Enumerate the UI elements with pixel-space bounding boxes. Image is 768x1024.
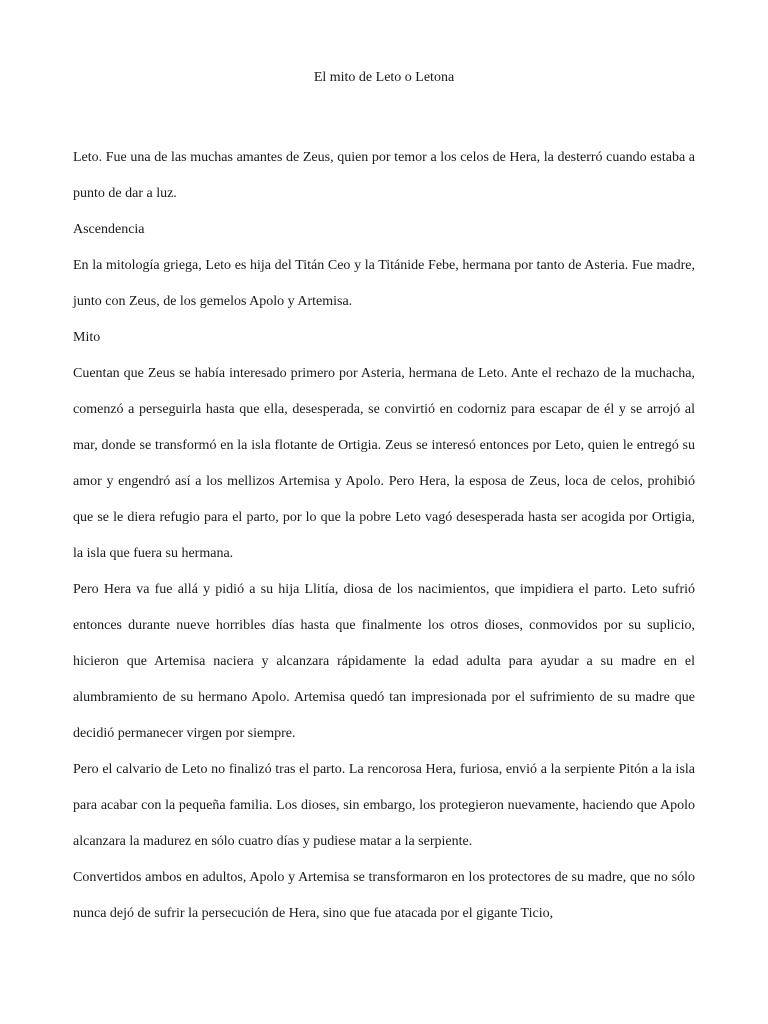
document-body	[73, 140, 695, 932]
section-heading-ascendencia: Ascendencia	[73, 222, 145, 237]
paragraph-mito-3: Pero el calvario de Leto no finalizó tras el parto. La rencorosa Hera, furiosa, envió a la serpiente Pitón a la isla para acabar con la pequeña familia. Los dioses, sin embargo, los protegieron nuevamente, haciendo que Apolo alcanzara la madurez en sólo cuatro días y pudiese matar a la serpiente.	[73, 762, 695, 849]
paragraph-mito-2: Pero Hera va fue allá y pidió a su hija Llitía, diosa de los nacimientos, que impidiera el parto. Leto sufrió entonces durante nueve horribles días hasta que finalmente los otros dioses, conmovidos por su suplicio, hicieron que Artemisa naciera y alcanzara rápidamente la edad adulta para ayudar a su madre en el alumbramiento de su hermano Apolo. Artemisa quedó tan impresionada por el sufrimiento de su madre que decidió permanecer virgen por siempre.	[73, 582, 695, 741]
section-heading-mito: Mito	[73, 330, 101, 345]
paragraph-ascendencia: En la mitología griega, Leto es hija del Titán Ceo y la Titánide Febe, hermana por tanto de Asteria. Fue madre, junto con Zeus, de los gemelos Apolo y Artemisa.	[73, 258, 695, 309]
paragraph-mito-1: Cuentan que Zeus se había interesado primero por Asteria, hermana de Leto. Ante el rechazo de la muchacha, comenzó a perseguirla hasta que ella, desesperada, se convirtió en codorniz para escapar de él y se arrojó al mar, donde se transformó en la isla flotante de Ortigia. Zeus se interesó entonces por Leto, quien le entregó su amor y engendró así a los mellizos Artemisa y Apolo. Pero Hera, la esposa de Zeus, loca de celos, prohibió que se le diera refugio para el parto, por lo que la pobre Leto vagó desesperada hasta ser acogida por Ortigia, la isla que fuera su hermana.	[73, 366, 695, 561]
paragraph-intro: Leto. Fue una de las muchas amantes de Zeus, quien por temor a los celos de Hera, la desterró cuando estaba a punto de dar a luz.	[73, 150, 695, 201]
paragraph-mito-4: Convertidos ambos en adultos, Apolo y Artemisa se transformaron en los protectores de su madre, que no sólo nunca dejó de sufrir la persecución de Hera, sino que fue atacada por el gigante Ticio,	[73, 870, 695, 921]
document-title: El mito de Leto o Letona	[313, 70, 455, 85]
